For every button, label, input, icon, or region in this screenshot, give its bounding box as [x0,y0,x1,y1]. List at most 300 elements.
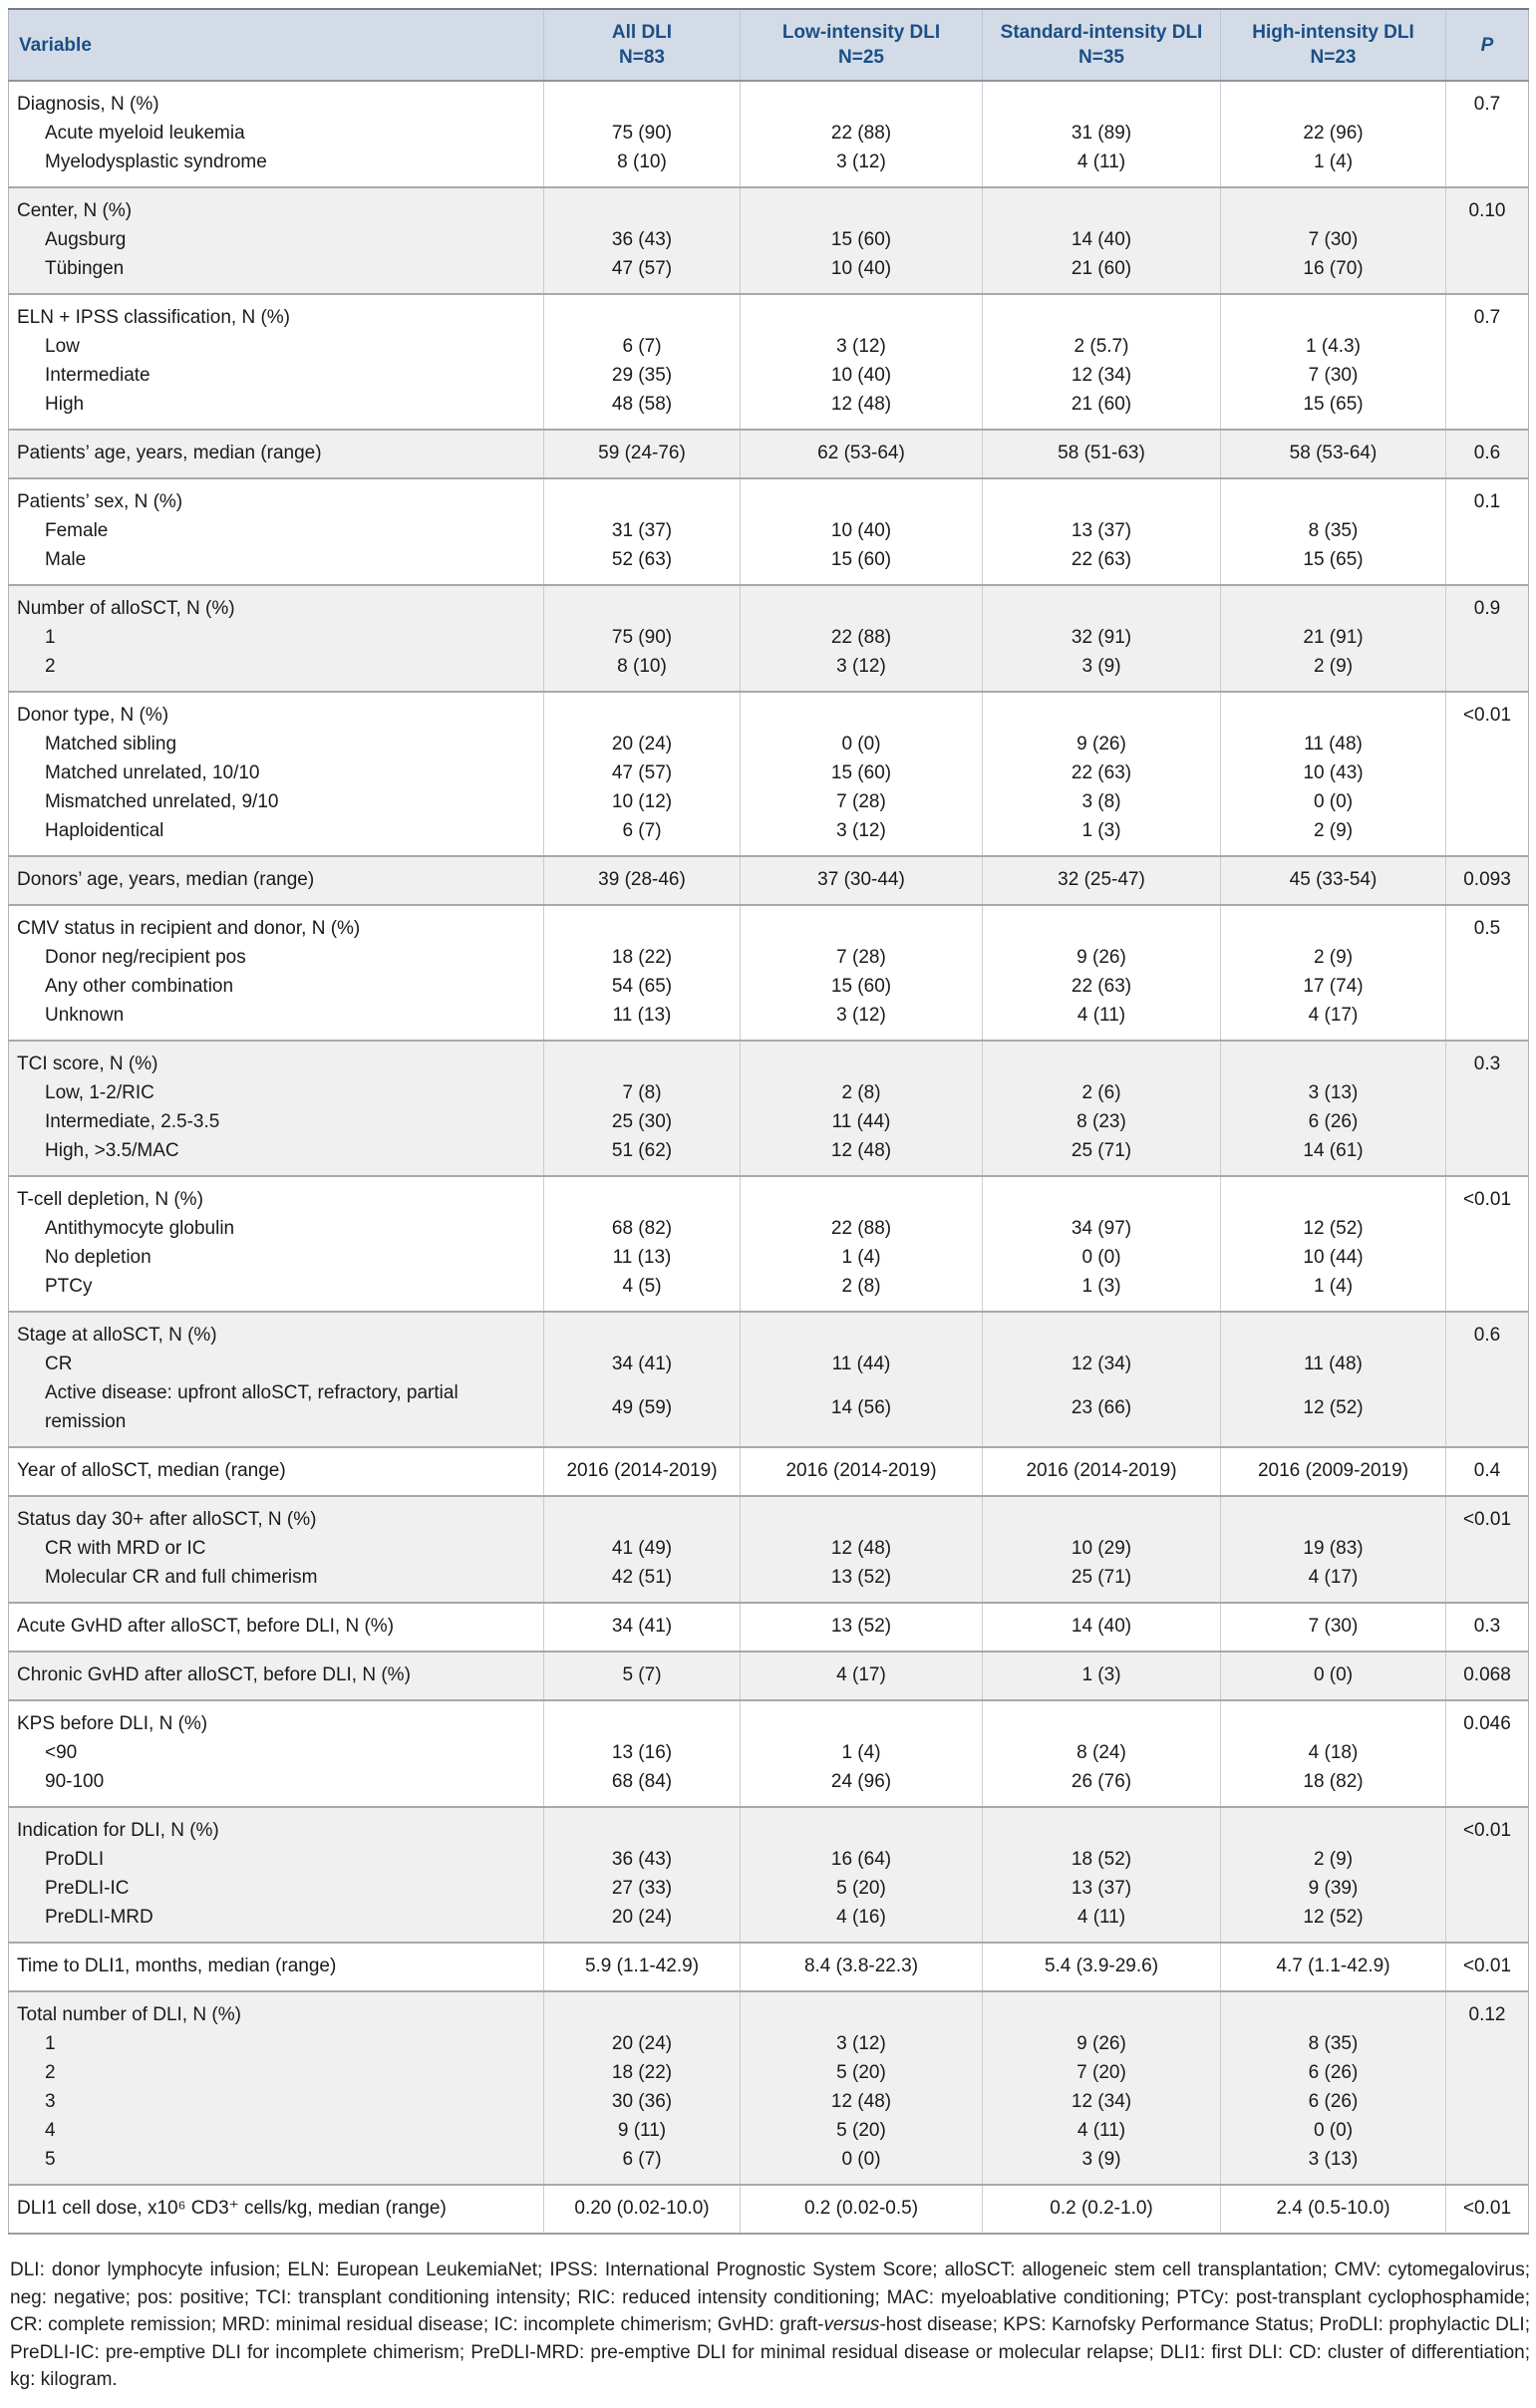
value-cell: 36 (43) [544,225,741,254]
sub-variable-cell: High [9,390,544,430]
sub-row [9,1350,1529,1378]
value-cell: 0 (0) [1221,1652,1446,1700]
table-header-row [9,9,1529,81]
value-cell: 2 (9) [1221,943,1446,972]
sub-row [9,1874,1529,1903]
value-cell: 6 (7) [544,332,741,361]
value-cell: 5.9 (1.1-42.9) [544,1943,741,1991]
sub-variable-cell: Tübingen [9,254,544,294]
p-value-cell: 0.12 [1446,1991,1529,2029]
sub-variable-cell: 5 [9,2145,544,2185]
value-cell: 6 (7) [544,816,741,856]
value-cell: 12 (48) [741,1534,983,1563]
variable-cell: Indication for DLI, N (%) [9,1807,544,1845]
value-cell: 20 (24) [544,1903,741,1943]
p-value-cell [1446,2087,1529,2116]
value-cell: 75 (90) [544,623,741,652]
value-cell: 29 (35) [544,361,741,390]
sub-row [9,2116,1529,2145]
p-value-cell: <0.01 [1446,1807,1529,1845]
value-cell: 31 (37) [544,516,741,545]
sub-row [9,2029,1529,2058]
value-cell: 11 (48) [1221,730,1446,758]
value-cell: 10 (40) [741,361,983,390]
value-cell: 21 (91) [1221,623,1446,652]
sub-variable-cell: 1 [9,623,544,652]
column-header-n: N=35 [1078,47,1124,68]
value-cell: 47 (57) [544,758,741,787]
value-cell: 9 (26) [983,943,1221,972]
value-cell: 2 (8) [741,1272,983,1312]
value-cell: 12 (48) [741,390,983,430]
value-cell [544,1991,741,2029]
section-label-row [9,1991,1529,2029]
section-label-row [9,585,1529,623]
value-cell: 34 (41) [544,1603,741,1652]
value-cell: 22 (63) [983,545,1221,585]
value-cell [983,1496,1221,1534]
baseline-characteristics-table [8,8,1529,2235]
value-cell: 2 (5.7) [983,332,1221,361]
value-cell: 4 (11) [983,2116,1221,2145]
sub-variable-cell: Matched unrelated, 10/10 [9,758,544,787]
value-cell [1221,1700,1446,1738]
p-value-cell [1446,730,1529,758]
section-label-row [9,1041,1529,1078]
value-cell: 12 (34) [983,2087,1221,2116]
variable-cell: Number of alloSCT, N (%) [9,585,544,623]
value-cell: 62 (53-64) [741,430,983,478]
value-cell: 68 (84) [544,1767,741,1807]
value-cell: 21 (60) [983,254,1221,294]
value-cell: 32 (91) [983,623,1221,652]
value-cell: 59 (24-76) [544,430,741,478]
p-value-cell [1446,2145,1529,2185]
variable-cell: Patients’ sex, N (%) [9,478,544,516]
value-cell: 2 (9) [1221,1845,1446,1874]
column-header-label: Standard-intensity DLI [1000,22,1203,43]
variable-cell: T-cell depletion, N (%) [9,1176,544,1214]
value-cell: 6 (26) [1221,2058,1446,2087]
sub-variable-cell: 3 [9,2087,544,2116]
value-cell: 1 (4) [1221,148,1446,187]
p-value-cell [1446,943,1529,972]
value-cell: 22 (63) [983,972,1221,1001]
value-cell: 8 (23) [983,1107,1221,1136]
p-value-cell: 0.6 [1446,1312,1529,1350]
value-cell: 1 (3) [983,816,1221,856]
value-cell: 1 (3) [983,1652,1221,1700]
column-header-high-intensity-dli [1221,9,1446,81]
value-cell: 75 (90) [544,119,741,148]
value-cell: 14 (40) [983,225,1221,254]
value-cell: 49 (59) [544,1378,741,1447]
value-cell: 2016 (2014-2019) [741,1447,983,1496]
p-value-cell [1446,816,1529,856]
value-cell: 68 (82) [544,1214,741,1243]
column-header-all-dli [544,9,741,81]
value-cell: 25 (30) [544,1107,741,1136]
p-value-cell [1446,390,1529,430]
sub-variable-cell: PreDLI-IC [9,1874,544,1903]
value-cell: 14 (61) [1221,1136,1446,1176]
p-value-cell: <0.01 [1446,1943,1529,1991]
value-cell [1221,478,1446,516]
p-value-cell [1446,1214,1529,1243]
value-cell: 7 (30) [1221,225,1446,254]
value-cell: 13 (52) [741,1563,983,1603]
value-cell: 4.7 (1.1-42.9) [1221,1943,1446,1991]
value-cell: 12 (34) [983,1350,1221,1378]
value-cell: 18 (22) [544,943,741,972]
value-cell [544,1496,741,1534]
variable-cell: Status day 30+ after alloSCT, N (%) [9,1496,544,1534]
sub-row [9,816,1529,856]
column-header-label: High-intensity DLI [1252,22,1414,43]
value-cell: 12 (52) [1221,1214,1446,1243]
p-value-cell [1446,1874,1529,1903]
value-cell: 3 (12) [741,816,983,856]
value-cell: 48 (58) [544,390,741,430]
section-label-row [9,1700,1529,1738]
sub-variable-cell: 2 [9,2058,544,2087]
value-cell: 10 (40) [741,254,983,294]
value-cell: 11 (48) [1221,1350,1446,1378]
value-cell [544,692,741,730]
p-value-cell [1446,1534,1529,1563]
value-cell [741,905,983,943]
value-cell: 15 (60) [741,758,983,787]
p-value-cell: 0.4 [1446,1447,1529,1496]
p-value-cell: 0.046 [1446,1700,1529,1738]
p-value-cell [1446,652,1529,692]
value-cell [983,585,1221,623]
value-cell: 2.4 (0.5-10.0) [1221,2185,1446,2234]
value-cell: 9 (39) [1221,1874,1446,1903]
p-value-cell: 0.10 [1446,187,1529,225]
sub-variable-cell: Female [9,516,544,545]
value-cell: 7 (20) [983,2058,1221,2087]
sub-variable-cell: Any other combination [9,972,544,1001]
column-header-low-intensity-dli [741,9,983,81]
p-value-cell [1446,225,1529,254]
variable-cell: DLI1 cell dose, x10⁶ CD3⁺ cells/kg, median (range) [9,2185,544,2234]
value-cell: 5 (20) [741,2116,983,2145]
value-cell: 15 (65) [1221,390,1446,430]
sub-variable-cell: Low [9,332,544,361]
sub-row [9,972,1529,1001]
value-cell: 4 (17) [1221,1563,1446,1603]
p-value-cell: 0.3 [1446,1041,1529,1078]
value-cell: 3 (13) [1221,1078,1446,1107]
value-cell: 20 (24) [544,730,741,758]
value-cell: 5 (20) [741,1874,983,1903]
value-cell: 8 (35) [1221,2029,1446,2058]
value-cell: 2 (9) [1221,816,1446,856]
value-cell: 6 (7) [544,2145,741,2185]
sub-row [9,1214,1529,1243]
p-value-cell [1446,1243,1529,1272]
value-cell: 22 (88) [741,1214,983,1243]
value-cell: 8 (10) [544,148,741,187]
sub-variable-cell: Myelodysplastic syndrome [9,148,544,187]
sub-row [9,758,1529,787]
value-cell [1221,81,1446,119]
value-cell: 4 (11) [983,1001,1221,1041]
sub-variable-cell: Intermediate [9,361,544,390]
value-cell: 22 (96) [1221,119,1446,148]
value-cell [741,1496,983,1534]
sub-row [9,2145,1529,2185]
p-value-cell [1446,758,1529,787]
value-cell: 13 (37) [983,1874,1221,1903]
value-cell: 36 (43) [544,1845,741,1874]
column-header-variable: Variable [9,9,544,81]
value-cell: 13 (52) [741,1603,983,1652]
value-cell: 23 (66) [983,1378,1221,1447]
value-cell: 17 (74) [1221,972,1446,1001]
value-cell: 3 (9) [983,652,1221,692]
p-value-cell [1446,545,1529,585]
value-cell: 2016 (2014-2019) [544,1447,741,1496]
value-cell: 10 (43) [1221,758,1446,787]
value-cell: 34 (97) [983,1214,1221,1243]
value-cell [1221,1807,1446,1845]
sub-variable-cell: CR [9,1350,544,1378]
sub-variable-cell: Haploidentical [9,816,544,856]
section-row [9,1447,1529,1496]
value-cell: 1 (4) [1221,1272,1446,1312]
variable-cell: TCI score, N (%) [9,1041,544,1078]
sub-row [9,361,1529,390]
value-cell: 10 (12) [544,787,741,816]
section-row [9,2185,1529,2234]
sub-row [9,390,1529,430]
sub-row [9,332,1529,361]
column-header-n: N=25 [838,47,884,68]
value-cell: 11 (13) [544,1001,741,1041]
sub-row [9,1078,1529,1107]
value-cell [741,1041,983,1078]
p-value-cell: 0.6 [1446,430,1529,478]
value-cell: 0.2 (0.2-1.0) [983,2185,1221,2234]
variable-cell: Total number of DLI, N (%) [9,1991,544,2029]
value-cell: 3 (12) [741,1001,983,1041]
value-cell: 8 (24) [983,1738,1221,1767]
value-cell [983,187,1221,225]
value-cell: 54 (65) [544,972,741,1001]
value-cell: 12 (34) [983,361,1221,390]
value-cell: 21 (60) [983,390,1221,430]
value-cell: 25 (71) [983,1136,1221,1176]
sub-row [9,545,1529,585]
p-value-cell [1446,1845,1529,1874]
sub-variable-cell: Mismatched unrelated, 9/10 [9,787,544,816]
variable-cell: Year of alloSCT, median (range) [9,1447,544,1496]
sub-variable-cell: Male [9,545,544,585]
value-cell [544,294,741,332]
value-cell: 4 (16) [741,1903,983,1943]
p-value-cell: 0.1 [1446,478,1529,516]
sub-variable-cell: No depletion [9,1243,544,1272]
value-cell: 15 (60) [741,225,983,254]
value-cell [741,81,983,119]
footnote-segment: DLI: donor lymphocyte infusion; ELN: European LeukemiaNet; IPSS: International Prognostic System Score; alloSCT: allogeneic stem cell transplantation; CMV: cytomegalovirus; neg: negative; pos: positive; TCI: transplant conditioning intensity; RIC: reduced intensity conditioning; MAC: myeloablative conditioning; PTCy: post-transplant cyclophosphamide; CR: complete remission; MRD: minimal residual disease; IC: incomplete chimerism; GvHD: graft- [10,2259,1530,2335]
value-cell [544,81,741,119]
variable-cell: Donor type, N (%) [9,692,544,730]
section-label-row [9,1496,1529,1534]
sub-row [9,2058,1529,2087]
value-cell [1221,585,1446,623]
p-value-cell: <0.01 [1446,2185,1529,2234]
variable-cell: Stage at alloSCT, N (%) [9,1312,544,1350]
value-cell [741,1700,983,1738]
sub-variable-cell: Matched sibling [9,730,544,758]
value-cell: 3 (9) [983,2145,1221,2185]
value-cell: 1 (4) [741,1738,983,1767]
value-cell [983,81,1221,119]
value-cell [983,478,1221,516]
variable-cell: ELN + IPSS classification, N (%) [9,294,544,332]
value-cell [544,1807,741,1845]
value-cell [983,692,1221,730]
value-cell [983,905,1221,943]
value-cell [1221,187,1446,225]
sub-variable-cell: High, >3.5/MAC [9,1136,544,1176]
value-cell: 8 (35) [1221,516,1446,545]
sub-variable-cell: 90-100 [9,1767,544,1807]
value-cell: 2016 (2014-2019) [983,1447,1221,1496]
p-value-cell: 0.5 [1446,905,1529,943]
value-cell: 2 (9) [1221,652,1446,692]
p-value-cell [1446,361,1529,390]
sub-variable-cell: Unknown [9,1001,544,1041]
value-cell: 24 (96) [741,1767,983,1807]
value-cell [741,585,983,623]
column-header-label: Low-intensity DLI [781,22,941,43]
value-cell: 4 (18) [1221,1738,1446,1767]
p-value-cell [1446,972,1529,1001]
value-cell: 32 (25-47) [983,856,1221,905]
sub-variable-cell: ProDLI [9,1845,544,1874]
section-row [9,1943,1529,1991]
value-cell: 7 (8) [544,1078,741,1107]
section-label-row [9,294,1529,332]
sub-variable-cell: Augsburg [9,225,544,254]
value-cell: 5.4 (3.9-29.6) [983,1943,1221,1991]
p-value-cell [1446,1350,1529,1378]
p-value-cell [1446,254,1529,294]
value-cell: 2016 (2009-2019) [1221,1447,1446,1496]
p-value-cell [1446,1107,1529,1136]
p-value-cell: 0.7 [1446,294,1529,332]
value-cell [741,1807,983,1845]
p-value-cell [1446,2029,1529,2058]
p-value-cell [1446,1136,1529,1176]
value-cell [1221,1176,1446,1214]
column-header-n: N=83 [619,47,665,68]
value-cell: 18 (22) [544,2058,741,2087]
value-cell [1221,1312,1446,1350]
value-cell [1221,1041,1446,1078]
value-cell: 8.4 (3.8-22.3) [741,1943,983,1991]
value-cell [741,1312,983,1350]
value-cell: 0 (0) [1221,787,1446,816]
sub-row [9,148,1529,187]
sub-row [9,1107,1529,1136]
section-label-row [9,81,1529,119]
value-cell: 15 (65) [1221,545,1446,585]
sub-variable-cell: PTCy [9,1272,544,1312]
sub-row [9,119,1529,148]
p-value-cell [1446,1272,1529,1312]
value-cell [983,1041,1221,1078]
p-value-cell [1446,1001,1529,1041]
p-value-cell [1446,119,1529,148]
value-cell [741,294,983,332]
value-cell: 3 (12) [741,332,983,361]
value-cell: 4 (17) [1221,1001,1446,1041]
sub-row [9,254,1529,294]
p-value-cell [1446,1738,1529,1767]
sub-row [9,1001,1529,1041]
value-cell: 2 (8) [741,1078,983,1107]
value-cell [544,1312,741,1350]
section-row [9,430,1529,478]
value-cell: 3 (12) [741,148,983,187]
column-header-standard-intensity-dli [983,9,1221,81]
p-value-cell [1446,1903,1529,1943]
variable-cell: Center, N (%) [9,187,544,225]
sub-row [9,1845,1529,1874]
value-cell [1221,692,1446,730]
value-cell: 3 (13) [1221,2145,1446,2185]
value-cell: 9 (11) [544,2116,741,2145]
section-label-row [9,478,1529,516]
p-value-cell [1446,1563,1529,1603]
variable-cell: Acute GvHD after alloSCT, before DLI, N (%) [9,1603,544,1652]
value-cell: 0.20 (0.02-10.0) [544,2185,741,2234]
value-cell [544,585,741,623]
value-cell [741,1991,983,2029]
value-cell [983,294,1221,332]
sub-variable-cell: Low, 1-2/RIC [9,1078,544,1107]
value-cell: 18 (52) [983,1845,1221,1874]
sub-variable-cell: PreDLI-MRD [9,1903,544,1943]
sub-row [9,1903,1529,1943]
variable-cell: Donors’ age, years, median (range) [9,856,544,905]
value-cell: 39 (28-46) [544,856,741,905]
value-cell: 41 (49) [544,1534,741,1563]
variable-cell: Time to DLI1, months, median (range) [9,1943,544,1991]
sub-row [9,1563,1529,1603]
p-value-cell: <0.01 [1446,1496,1529,1534]
value-cell: 11 (13) [544,1243,741,1272]
variable-cell: Chronic GvHD after alloSCT, before DLI, N (%) [9,1652,544,1700]
sub-variable-cell: Molecular CR and full chimerism [9,1563,544,1603]
value-cell: 1 (4) [741,1243,983,1272]
value-cell: 26 (76) [983,1767,1221,1807]
value-cell: 4 (17) [741,1652,983,1700]
section-label-row [9,1807,1529,1845]
variable-cell: CMV status in recipient and donor, N (%) [9,905,544,943]
value-cell: 15 (60) [741,972,983,1001]
value-cell [544,905,741,943]
value-cell [983,1991,1221,2029]
value-cell: 0.2 (0.02-0.5) [741,2185,983,2234]
value-cell: 0 (0) [741,730,983,758]
value-cell: 22 (88) [741,119,983,148]
